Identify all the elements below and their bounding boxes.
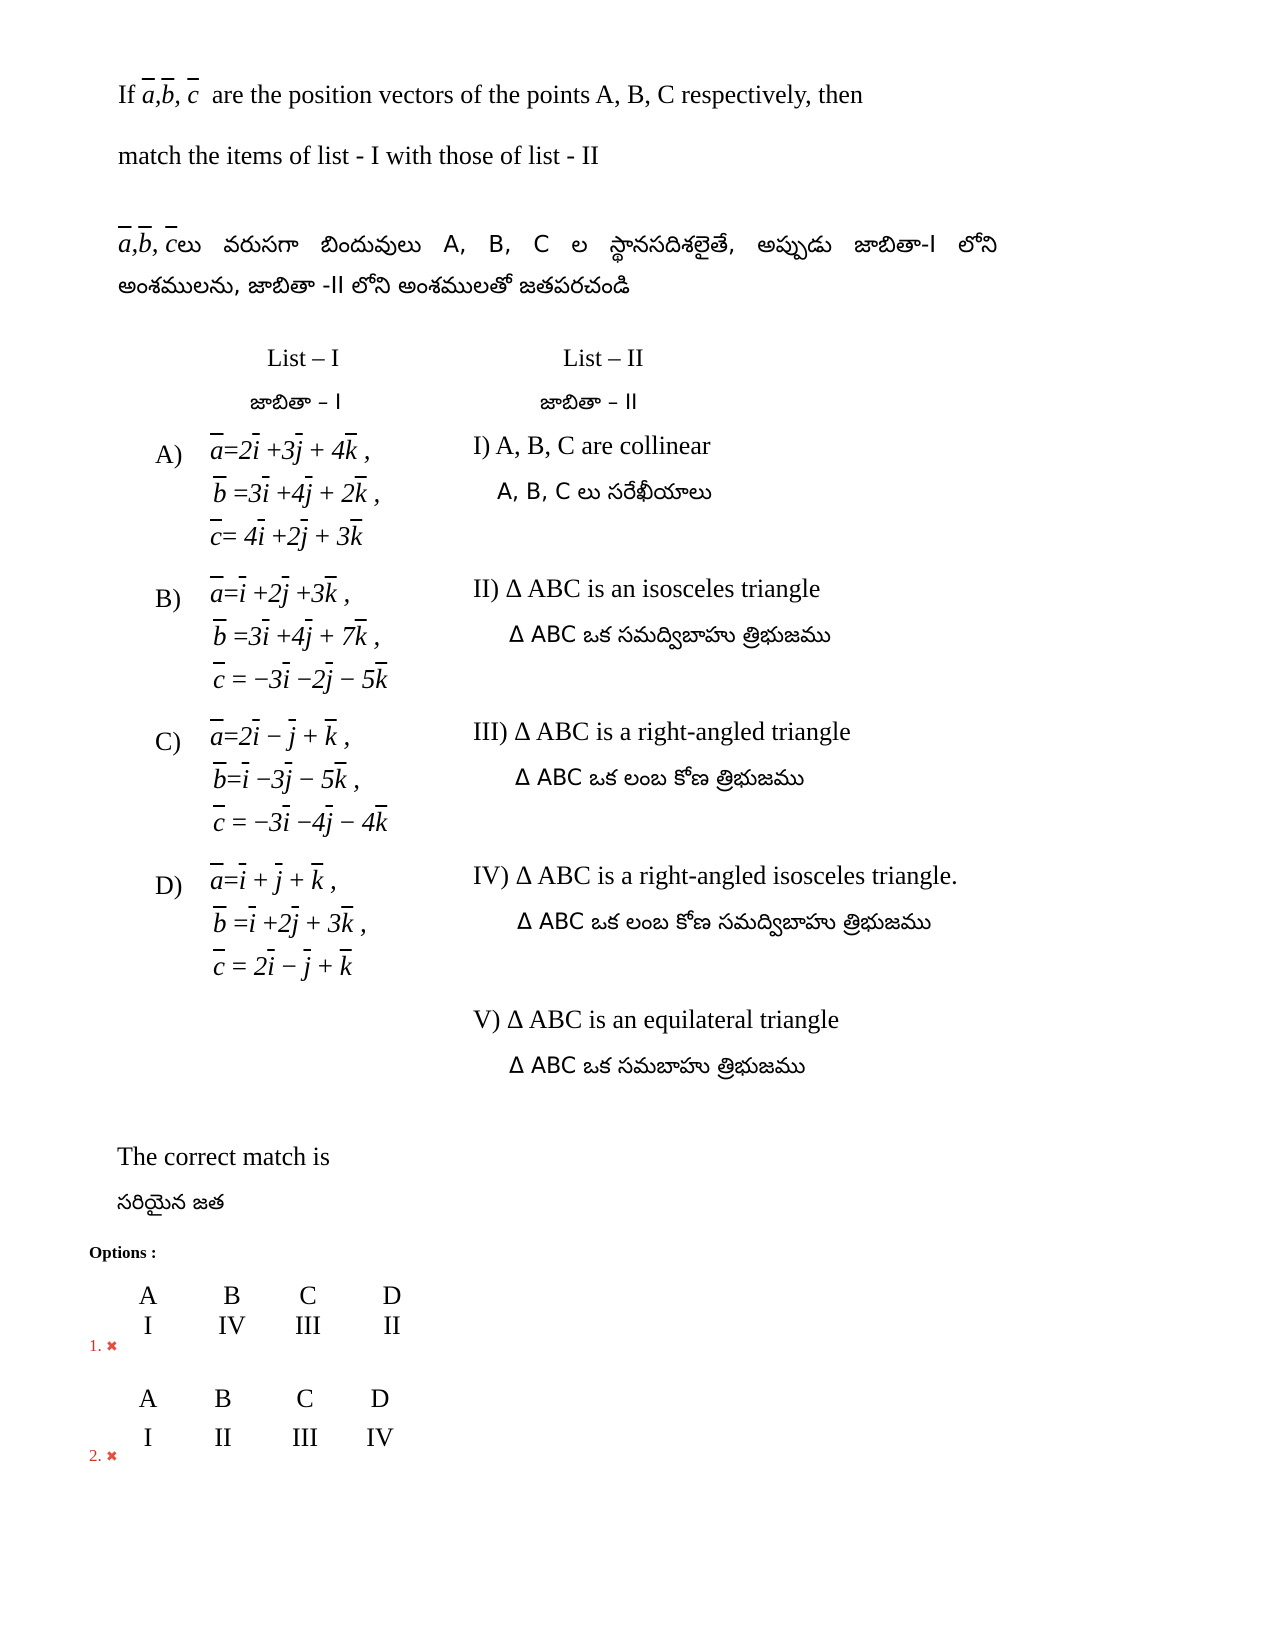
- option-number: [89, 1446, 118, 1466]
- option-value: II: [383, 1311, 401, 1340]
- vector-eq: $\overline{a}=\overline{i} + \overline{j} + \overline{k}$ ,: [210, 865, 337, 895]
- option-value: III: [292, 1423, 318, 1452]
- option-value: I: [143, 1311, 153, 1340]
- option-head: A: [138, 1384, 158, 1413]
- list2-item-5-te: Δ ABC ఒక సమబాహు త్రిభుజము: [509, 1054, 806, 1079]
- option-number: [89, 1336, 118, 1356]
- options-heading: Options :: [89, 1243, 157, 1262]
- list2-item-3-te: Δ ABC ఒక లంబ కోణ త్రిభుజము: [515, 766, 805, 791]
- vector-eq: $\overline{a}=\overline{i} +2\overline{j} +3\overline{k}$ ,: [210, 578, 351, 608]
- correct-match-label-te: సరియైన జత: [117, 1190, 225, 1214]
- option-head: A: [138, 1281, 158, 1310]
- vector-eq: $\overline{c} = -3\overline{i} -4\overline{j} - 4\overline{k}$: [213, 807, 388, 837]
- option-head: C: [299, 1281, 317, 1310]
- list2-item-5: V) Δ ABC is an equilateral triangle: [473, 1005, 840, 1034]
- option-value: I: [143, 1423, 153, 1452]
- option-head: C: [296, 1384, 314, 1413]
- list1-header: List – I: [267, 345, 340, 372]
- list1-label: B): [155, 584, 181, 613]
- option-head: D: [382, 1281, 402, 1310]
- option-value: IV: [218, 1311, 246, 1340]
- list2-item-2-te: Δ ABC ఒక సమద్విబాహు త్రిభుజము: [509, 623, 831, 648]
- wrong-answer-icon: ✖: [106, 1339, 118, 1355]
- list1-label: D): [155, 871, 183, 900]
- question-te-line-2: అంశములను, జాబితా -II లోని అంశములతో జతపరచండి: [118, 273, 630, 299]
- vector-eq: $\overline{c}= 4\overline{i} +2\overline{j} + 3\overline{k}$: [210, 521, 363, 551]
- option-number-text: 2.: [89, 1446, 102, 1465]
- option-value: II: [214, 1423, 232, 1452]
- option-head: B: [223, 1281, 241, 1310]
- list1-label: A): [155, 440, 183, 469]
- vector-eq: $\overline{a}=2\overline{i} +3\overline{j} + 4\overline{k}$ ,: [210, 435, 371, 465]
- list2-header: List – II: [563, 345, 644, 372]
- list2-item-4-te: Δ ABC ఒక లంబ కోణ సమద్విబాహు త్రిభుజము: [517, 910, 932, 935]
- option-value: III: [295, 1311, 321, 1340]
- vector-eq: $\overline{b}=\overline{i} -3\overline{j} - 5\overline{k}$ ,: [213, 764, 360, 794]
- list1-header-te: జాబితా – I: [250, 390, 342, 414]
- list2-header-te: జాబితా – II: [540, 390, 638, 414]
- list2-item-4: IV) Δ ABC is a right-angled isosceles triangle.: [473, 861, 958, 890]
- list2-item-1-te: A, B, C లు సరేఖీయాలు: [497, 480, 712, 505]
- question-line-2: match the items of list - I with those of list - II: [118, 141, 599, 170]
- vector-eq: $\overline{a}=2\overline{i} - \overline{j} + \overline{k}$ ,: [210, 721, 351, 751]
- question-te-line-1: $\overline{a},\overline{b}$, $\overline{c}లు$ వరుసగా బిందువులు A, B, C ల స్థానసదిశలైతే, అప్పుడు జాబితా-I లోని: [118, 228, 998, 258]
- option-head: B: [214, 1384, 232, 1413]
- option-number-text: 1.: [89, 1336, 102, 1355]
- correct-match-label: The correct match is: [117, 1142, 330, 1171]
- list2-item-2: II) Δ ABC is an isosceles triangle: [473, 574, 821, 603]
- vector-eq: $\overline{c} = -3\overline{i} -2\overline{j} - 5\overline{k}$: [213, 664, 388, 694]
- list2-item-3: III) Δ ABC is a right-angled triangle: [473, 717, 851, 746]
- vector-eq: $\overline{c} = 2\overline{i} - \overline{j} + \overline{k}$: [213, 951, 352, 981]
- question-line-1: If $\overline{a},\overline{b}$, $\overline{c}$ are the position vectors of the points A, B, C respectively, then: [118, 80, 863, 109]
- option-head: D: [370, 1384, 390, 1413]
- list1-label: C): [155, 727, 181, 756]
- wrong-answer-icon: ✖: [106, 1449, 118, 1465]
- option-value: IV: [366, 1423, 394, 1452]
- vector-eq: $\overline{b} =3\overline{i} +4\overline{j} + 2\overline{k}$ ,: [213, 478, 381, 508]
- vector-eq: $\overline{b} =\overline{i} +2\overline{j} + 3\overline{k}$ ,: [213, 908, 367, 938]
- list2-item-1: I) A, B, C are collinear: [473, 431, 711, 460]
- vector-eq: $\overline{b} =3\overline{i} +4\overline{j} + 7\overline{k}$ ,: [213, 621, 381, 651]
